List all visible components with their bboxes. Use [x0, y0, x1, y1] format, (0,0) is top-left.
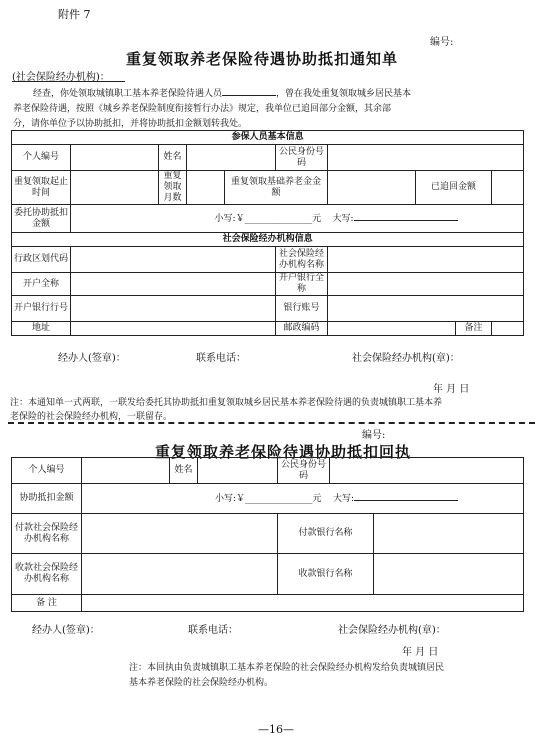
- basic-fund-label: 重复领取基础养老金金额: [225, 171, 328, 205]
- bank-field[interactable]: [328, 273, 524, 296]
- amount-large: 大写:: [332, 214, 354, 224]
- name-label: 姓名: [159, 145, 187, 171]
- agency-name-label: 社会保险经办机构名称: [276, 247, 328, 273]
- postcode-label: 邮政编码: [276, 322, 328, 336]
- section1-header: 参保人员基本信息: [12, 131, 524, 145]
- bank-branch-label: 开户银行行号: [12, 296, 71, 322]
- receipt-personal-id-label: 个人编号: [12, 458, 82, 484]
- months-field[interactable]: [187, 171, 225, 205]
- entrusted-amount-field[interactable]: [71, 205, 524, 233]
- payer-bank-field[interactable]: [374, 514, 524, 554]
- receipt-amount-small: 小写:￥_______________元: [214, 494, 322, 504]
- postcode-field[interactable]: [328, 322, 456, 336]
- page-number: —16—: [258, 723, 294, 736]
- receipt-amount-field[interactable]: [82, 484, 524, 514]
- months-label: 重复领取月数: [159, 171, 187, 205]
- body-line1-text: 经查，你处领取城镇职工基本养老保险待遇人员: [33, 89, 223, 99]
- amount-large-blank[interactable]: [354, 212, 458, 221]
- agency-name-field[interactable]: [328, 247, 524, 273]
- addressee: [12, 68, 110, 83]
- section2-header: 社会保险经办机构信息: [12, 233, 524, 247]
- citizen-id-label: 公民身份号码: [276, 145, 328, 171]
- region-code-label: 行政区划代码: [12, 247, 71, 273]
- addressee-underline: [12, 81, 125, 82]
- amount-small: 小写:￥_______________元: [214, 214, 322, 224]
- account-name-label: 开户全称: [12, 273, 71, 296]
- payer-agency-label: 付款社会保险经办机构名称: [12, 514, 82, 554]
- notice-note-line1: 注：本通知单一式两联，一联发给委托其协助抵扣重复领取城乡居民基本养老保险待遇的负责城镇职工基本养: [10, 398, 443, 408]
- receipt-amount-large-blank[interactable]: [354, 492, 458, 501]
- name-field[interactable]: [187, 145, 276, 171]
- account-name-field[interactable]: [71, 273, 276, 296]
- notice-number-label: 编号:: [430, 37, 454, 48]
- receipt-date: 年 月 日: [402, 647, 439, 658]
- receipt-phone: 联系电话：: [188, 625, 238, 636]
- recovered-label: 已追回金额: [416, 171, 492, 205]
- payer-bank-label: 付款银行名称: [278, 514, 374, 554]
- period-label: 重复领取起止时间: [12, 171, 71, 205]
- payee-bank-label: 收款银行名称: [278, 554, 374, 595]
- personal-id-label: 个人编号: [12, 145, 71, 171]
- receipt-citizen-id-label: 公民身份号码: [278, 458, 330, 484]
- receipt-note-line2: 基本养老保险的社会保险经办机构。: [129, 678, 274, 688]
- notice-handler: 经办人(签章)：: [58, 353, 126, 364]
- cut-line: [8, 422, 535, 424]
- notice-agency-seal: 社会保险经办机构(章)：: [352, 353, 460, 364]
- receipt-table: [11, 457, 524, 612]
- notice-table: [11, 130, 524, 336]
- region-code-field[interactable]: [71, 247, 276, 273]
- address-label: 地址: [12, 322, 71, 336]
- bank-label: 开户银行全称: [276, 273, 328, 296]
- remarks-field[interactable]: [492, 322, 524, 336]
- citizen-id-field[interactable]: [328, 145, 524, 171]
- receipt-remarks-label: 备 注: [12, 595, 82, 612]
- payee-agency-field[interactable]: [82, 554, 278, 595]
- notice-note-line2: 老保险的社会保险经办机构，一联留存。: [10, 412, 173, 422]
- receipt-deduction-label: 协助抵扣金额: [12, 484, 82, 514]
- receipt-number-label: 编号:: [362, 430, 386, 441]
- account-no-label: 银行账号: [276, 296, 328, 322]
- notice-phone: 联系电话：: [196, 353, 246, 364]
- address-field[interactable]: [71, 322, 276, 336]
- remarks-label: 备注: [456, 322, 492, 336]
- receipt-remarks-field[interactable]: [82, 595, 524, 612]
- body-line1: [33, 86, 411, 99]
- period-field[interactable]: [71, 171, 159, 205]
- payee-agency-label: 收款社会保险经办机构名称: [12, 554, 82, 595]
- person-name-blank[interactable]: [222, 86, 276, 96]
- body-line3: 分，请你单位予以协助抵扣，并将协助抵扣金额划转我处。: [13, 119, 248, 129]
- notice-title: 重复领取养老保险待遇协助抵扣通知单: [126, 50, 399, 68]
- attachment-label: 附件 7: [58, 8, 91, 21]
- receipt-name-label: 姓名: [170, 458, 198, 484]
- notice-date: 年 月 日: [433, 384, 470, 395]
- payee-bank-field[interactable]: [374, 554, 524, 595]
- payer-agency-field[interactable]: [82, 514, 278, 554]
- entrusted-label: 委托协助抵扣金额: [12, 205, 71, 233]
- receipt-amount-large: 大写:: [332, 494, 355, 504]
- receipt-note-line1: 注：本回执由负责城镇职工基本养老保险的社会保险经办机构发给负责城镇居民: [129, 663, 445, 673]
- body-line1b-text: ，曾在我处重复领取城乡居民基本: [276, 89, 412, 99]
- basic-fund-field[interactable]: [328, 171, 416, 205]
- receipt-name-field[interactable]: [198, 458, 278, 484]
- receipt-agency-seal: 社会保险经办机构(章)：: [338, 625, 446, 636]
- receipt-personal-id-field[interactable]: [82, 458, 170, 484]
- personal-id-field[interactable]: [71, 145, 159, 171]
- body-line2: 养老保险待遇，按照《城乡养老保险制度衔接暂行办法》规定，我单位已追回部分金额，其余部: [13, 104, 392, 114]
- receipt-citizen-id-field[interactable]: [330, 458, 524, 484]
- recovered-field[interactable]: [492, 171, 524, 205]
- bank-branch-field[interactable]: [71, 296, 276, 322]
- account-no-field[interactable]: [328, 296, 524, 322]
- receipt-handler: 经办人(签章)：: [32, 625, 100, 636]
- receipt-title: 重复领取养老保险待遇协助抵扣回执: [155, 443, 412, 461]
- addressee-text: (社会保险经办机构)：: [12, 72, 110, 83]
